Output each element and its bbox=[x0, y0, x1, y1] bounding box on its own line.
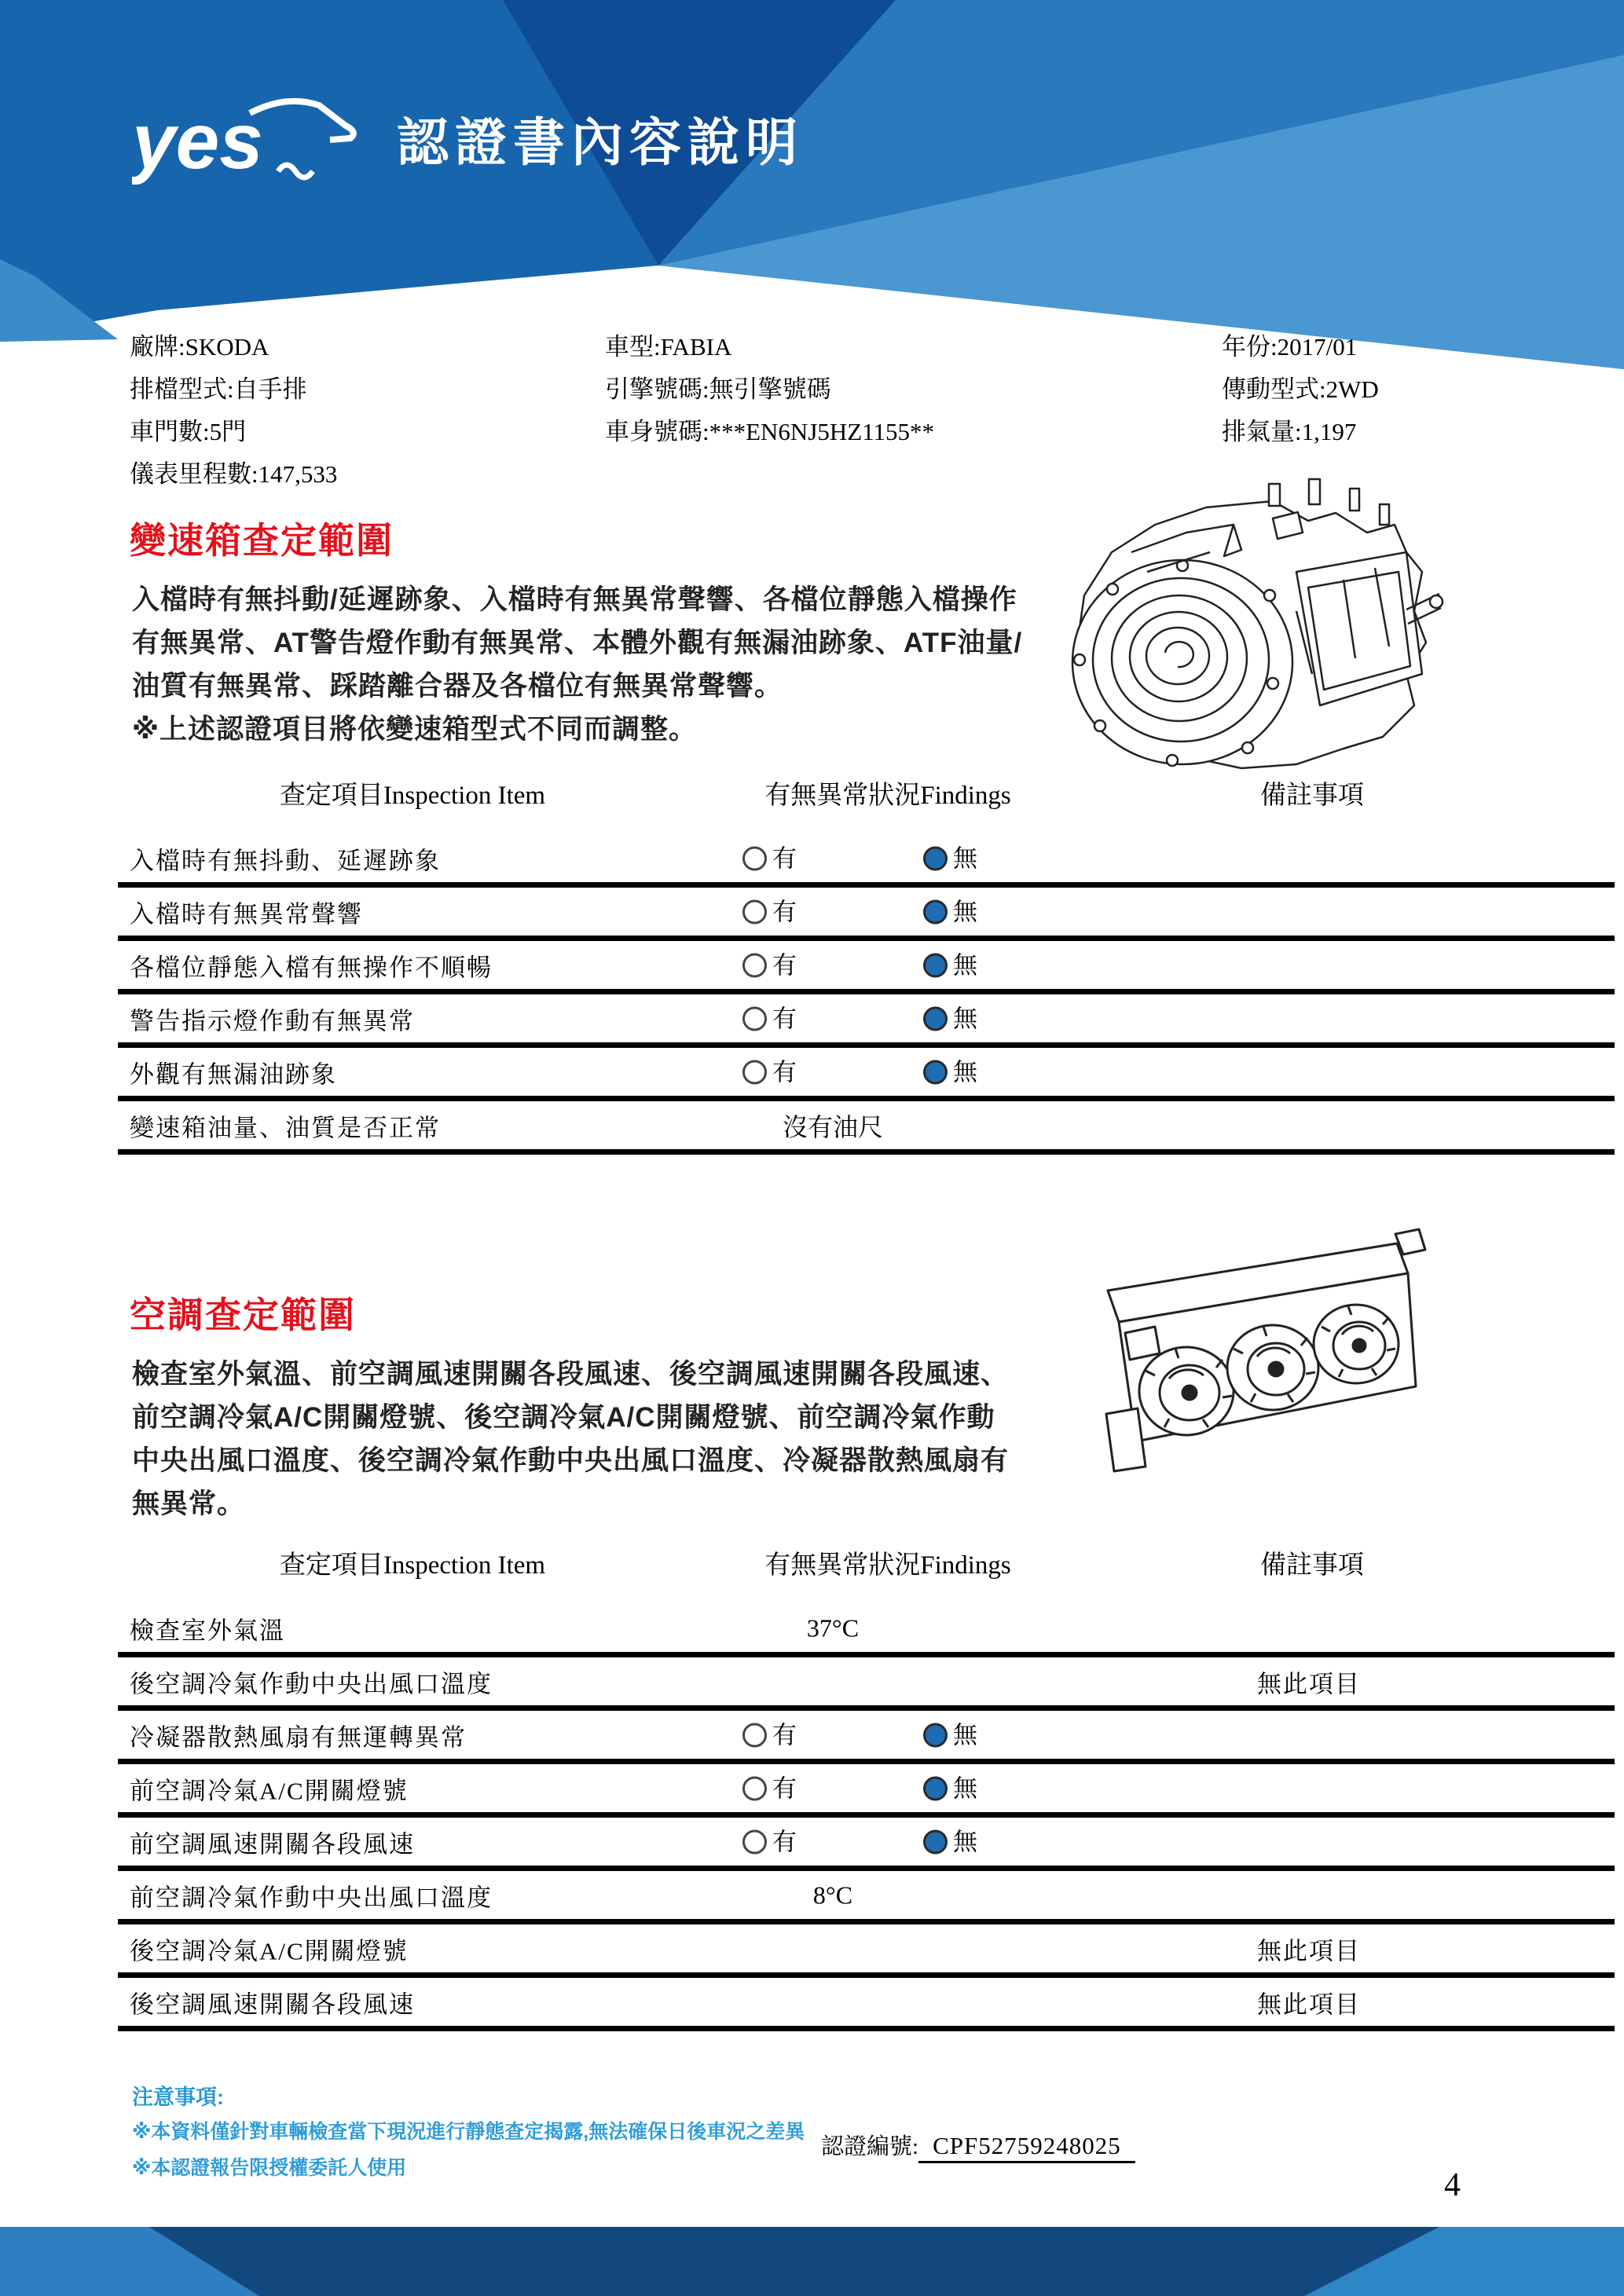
vehicle-drivetrain: 傳動型式:2WD bbox=[1222, 375, 1379, 403]
radio-label: 無 bbox=[953, 898, 977, 925]
radio-option-has[interactable] bbox=[742, 1006, 797, 1031]
table-header-row bbox=[118, 1538, 1615, 1604]
vehicle-model: 車型:FABIA bbox=[605, 333, 732, 361]
radio-selected-icon[interactable] bbox=[923, 1723, 948, 1747]
transmission-section-title: 變速箱查定範圍 bbox=[130, 520, 394, 561]
table-row bbox=[118, 834, 1615, 888]
description-line: 檢查室外氣溫、前空調風速開關各段風速、後空調風速開關各段風速、 bbox=[132, 1359, 1010, 1390]
description-line: 前空調冷氣A/C開關燈號、後空調冷氣A/C開關燈號、前空調冷氣作動 bbox=[132, 1402, 995, 1433]
radio-unselected-icon[interactable] bbox=[742, 953, 767, 977]
ac-control-panel-illustration bbox=[1091, 1214, 1428, 1489]
radio-unselected-icon[interactable] bbox=[742, 1006, 767, 1031]
radio-unselected-icon[interactable] bbox=[742, 846, 767, 870]
table-row bbox=[118, 1048, 1615, 1101]
transmission-illustration bbox=[1037, 478, 1446, 776]
radio-label: 有 bbox=[772, 1774, 797, 1802]
radio-label: 無 bbox=[953, 844, 977, 872]
table-row bbox=[118, 1711, 1615, 1764]
table-row bbox=[118, 1604, 1615, 1657]
remark-value: 無此項目 bbox=[1257, 1937, 1361, 1965]
inspection-item-label: 後空調冷氣A/C開關燈號 bbox=[130, 1937, 409, 1965]
radio-selected-icon[interactable] bbox=[923, 953, 948, 977]
inspection-item-label: 檢查室外氣溫 bbox=[130, 1617, 285, 1644]
inspection-item-label: 入檔時有無異常聲響 bbox=[130, 900, 363, 928]
description-line: 無異常。 bbox=[132, 1489, 246, 1519]
certificate-number-value: CPF52759248025 bbox=[918, 2132, 1135, 2163]
road-wave-icon bbox=[278, 165, 313, 178]
finding-value: 37°C bbox=[806, 1613, 860, 1642]
table-row bbox=[118, 888, 1615, 941]
radio-label: 有 bbox=[772, 951, 797, 979]
radio-option-none[interactable] bbox=[923, 1723, 977, 1747]
radio-option-none[interactable] bbox=[923, 953, 977, 977]
vehicle-displacement: 排氣量:1,197 bbox=[1222, 418, 1357, 445]
radio-unselected-icon[interactable] bbox=[742, 1829, 767, 1854]
inspection-item-label: 外觀有無漏油跡象 bbox=[130, 1060, 337, 1088]
inspection-item-label: 前空調冷氣A/C開關燈號 bbox=[130, 1777, 409, 1804]
radio-option-none[interactable] bbox=[923, 1776, 977, 1800]
description-line: 有無異常、AT警告燈作動有無異常、本體外觀有無漏油跡象、ATF油量/ bbox=[132, 628, 1023, 658]
certificate-number-line bbox=[821, 2129, 1135, 2161]
table-row bbox=[118, 1818, 1615, 1871]
vehicle-gearbox-type: 排檔型式:自手排 bbox=[130, 375, 307, 403]
radio-option-has[interactable] bbox=[742, 1829, 797, 1854]
radio-label: 有 bbox=[772, 1828, 797, 1855]
header-findings: 有無異常狀況Findings bbox=[764, 1551, 1011, 1580]
description-line: 油質有無異常、踩踏離合器及各檔位有無異常聲響。 bbox=[132, 671, 783, 701]
radio-unselected-icon[interactable] bbox=[742, 1776, 767, 1800]
inspection-item-label: 後空調風速開關各段風速 bbox=[130, 1990, 415, 2018]
radio-label: 無 bbox=[953, 1058, 977, 1086]
aircon-section-description bbox=[132, 1353, 1106, 1525]
vehicle-door-count: 車門數:5門 bbox=[130, 418, 247, 445]
transmission-inspection-table bbox=[118, 768, 1615, 1155]
header-remarks: 備註事項 bbox=[1260, 1551, 1364, 1580]
description-line: 中央出風口溫度、後空調冷氣作動中央出風口溫度、冷凝器散熱風扇有 bbox=[132, 1445, 1010, 1476]
inspection-item-label: 入檔時有無抖動、延遲跡象 bbox=[130, 847, 441, 874]
radio-unselected-icon[interactable] bbox=[742, 1723, 767, 1747]
radio-selected-icon[interactable] bbox=[923, 846, 948, 870]
car-roof-swoosh-icon bbox=[250, 101, 354, 140]
radio-label: 無 bbox=[953, 951, 977, 979]
certificate-number-label: 認證編號: bbox=[821, 2134, 919, 2159]
radio-option-has[interactable] bbox=[742, 846, 797, 870]
aircon-section-title: 空調查定範圍 bbox=[130, 1294, 356, 1335]
table-row bbox=[118, 1978, 1615, 2031]
radio-label: 有 bbox=[772, 1005, 797, 1032]
radio-option-none[interactable] bbox=[923, 899, 977, 924]
header-inspection-item: 查定項目Inspection Item bbox=[279, 1551, 546, 1580]
table-row bbox=[118, 1101, 1615, 1155]
inspection-item-label: 警告指示燈作動有無異常 bbox=[130, 1007, 415, 1034]
radio-label: 無 bbox=[953, 1005, 977, 1032]
inspection-item-label: 變速箱油量、油質是否正常 bbox=[130, 1114, 441, 1141]
radio-selected-icon[interactable] bbox=[923, 899, 948, 924]
remark-value: 無此項目 bbox=[1257, 1670, 1361, 1697]
page-title: 認證書內容說明 bbox=[397, 113, 804, 171]
table-header-row bbox=[118, 768, 1615, 834]
notice-line: ※本資料僅針對車輛檢查當下現況進行靜態查定揭露,無法確保日後車況之差異 bbox=[132, 2121, 805, 2143]
inspection-item-label: 後空調冷氣作動中央出風口溫度 bbox=[130, 1670, 493, 1697]
vehicle-engine-number: 引擎號碼:無引擎號碼 bbox=[605, 375, 831, 403]
radio-label: 無 bbox=[953, 1774, 977, 1802]
notice-title: 注意事項: bbox=[132, 2085, 224, 2109]
inspection-item-label: 各檔位靜態入檔有無操作不順暢 bbox=[130, 954, 493, 981]
radio-label: 無 bbox=[953, 1721, 977, 1749]
header-remarks: 備註事項 bbox=[1260, 782, 1364, 810]
vehicle-brand: 廠牌:SKODA bbox=[130, 333, 269, 361]
radio-unselected-icon[interactable] bbox=[742, 1060, 767, 1084]
radio-option-has[interactable] bbox=[742, 1723, 797, 1747]
header-findings: 有無異常狀況Findings bbox=[764, 782, 1011, 810]
description-line: ※上述認證項目將依變速箱型式不同而調整。 bbox=[132, 714, 698, 745]
radio-option-none[interactable] bbox=[923, 846, 977, 870]
radio-label: 有 bbox=[772, 898, 797, 925]
table-row bbox=[118, 1657, 1615, 1711]
radio-option-none[interactable] bbox=[923, 1006, 977, 1031]
page-number: 4 bbox=[1444, 2167, 1461, 2203]
radio-selected-icon[interactable] bbox=[923, 1060, 948, 1084]
finding-value: 沒有油尺 bbox=[782, 1112, 883, 1141]
footer-banner-graphic bbox=[0, 2227, 1624, 2296]
inspection-item-label: 前空調冷氣作動中央出風口溫度 bbox=[130, 1884, 493, 1911]
inspection-item-label: 前空調風速開關各段風速 bbox=[130, 1830, 415, 1858]
radio-option-has[interactable] bbox=[742, 1060, 797, 1084]
remark-value: 無此項目 bbox=[1257, 1990, 1361, 2018]
header-banner-graphic bbox=[0, 0, 1624, 377]
notice-line: ※本認證報告限授權委託人使用 bbox=[132, 2157, 407, 2179]
radio-label: 有 bbox=[772, 844, 797, 872]
header-inspection-item: 查定項目Inspection Item bbox=[279, 782, 546, 810]
table-row bbox=[118, 941, 1615, 994]
radio-label: 有 bbox=[772, 1058, 797, 1086]
table-row bbox=[118, 994, 1615, 1048]
radio-selected-icon[interactable] bbox=[923, 1006, 948, 1031]
vehicle-vin: 車身號碼:***EN6NJ5HZ1155** bbox=[605, 418, 935, 445]
radio-option-has[interactable] bbox=[742, 1776, 797, 1800]
radio-option-has[interactable] bbox=[742, 953, 797, 977]
table-row bbox=[118, 1871, 1615, 1924]
radio-selected-icon[interactable] bbox=[923, 1829, 948, 1854]
radio-label: 有 bbox=[772, 1721, 797, 1749]
aircon-inspection-table bbox=[118, 1538, 1615, 2031]
radio-option-has[interactable] bbox=[742, 899, 797, 924]
vehicle-year: 年份:2017/01 bbox=[1222, 333, 1358, 361]
radio-unselected-icon[interactable] bbox=[742, 899, 767, 924]
radio-option-none[interactable] bbox=[923, 1829, 977, 1854]
vehicle-mileage: 儀表里程數:147,533 bbox=[130, 460, 338, 488]
radio-option-none[interactable] bbox=[923, 1060, 977, 1084]
description-line: 入檔時有無抖動/延遲跡象、入檔時有無異常聲響、各檔位靜態入檔操作 bbox=[132, 584, 1017, 615]
radio-label: 無 bbox=[953, 1828, 977, 1855]
logo-text: yes bbox=[132, 97, 263, 185]
radio-selected-icon[interactable] bbox=[923, 1776, 948, 1800]
transmission-section-description bbox=[132, 578, 1106, 751]
table-row bbox=[118, 1764, 1615, 1818]
inspection-item-label: 冷凝器散熱風扇有無運轉異常 bbox=[130, 1723, 467, 1751]
table-row bbox=[118, 1924, 1615, 1978]
finding-value: 8°C bbox=[812, 1880, 853, 1909]
yes-logo bbox=[132, 93, 376, 185]
